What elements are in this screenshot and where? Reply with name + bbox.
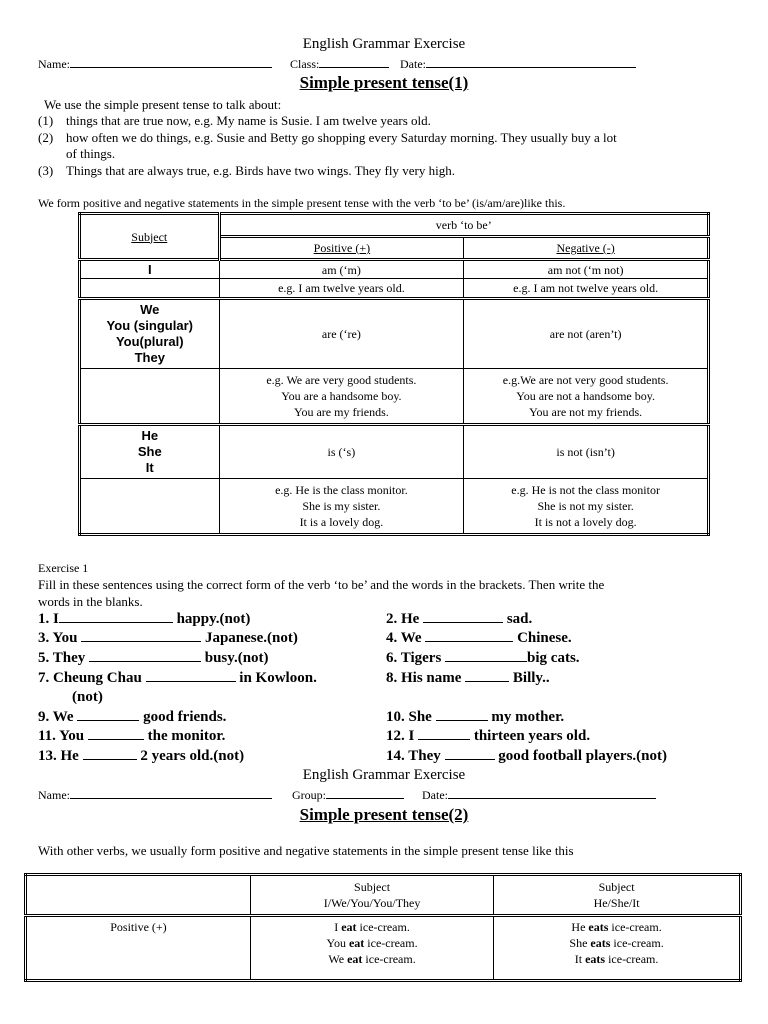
answer-blank[interactable]	[445, 650, 527, 662]
group-blank[interactable]	[326, 787, 404, 799]
answer-blank[interactable]	[146, 670, 236, 682]
subjects-he-she-it: He She It	[80, 425, 220, 479]
exercise-item-7-cont: (not)	[72, 689, 103, 705]
answer-blank[interactable]	[59, 611, 173, 623]
subject-i: I	[80, 260, 220, 279]
exercise-item-4: 4. We Chinese.	[386, 630, 572, 646]
subject-plural-header: Subject I/We/You/You/They	[250, 875, 493, 916]
negative-are: are not (aren’t)	[464, 299, 709, 369]
positive-examples-is: e.g. He is the class monitor. She is my sister. It is a lovely dog.	[219, 479, 464, 535]
class-line: Class:	[290, 56, 389, 72]
exercise-item-9: 9. We good friends.	[38, 709, 227, 725]
exercise-item-10: 10. She my mother.	[386, 709, 565, 725]
use-item-2-cont: of things.	[66, 146, 116, 161]
positive-example-i: e.g. I am twelve years old.	[219, 279, 464, 299]
subjects-we-you-they: We You (singular) You(plural) They	[80, 299, 220, 369]
name-blank-2[interactable]	[70, 787, 272, 799]
subject-singular-header: Subject He/She/It	[494, 875, 741, 916]
answer-blank[interactable]	[445, 748, 495, 760]
date-line: Date:	[400, 56, 636, 72]
answer-blank[interactable]	[83, 748, 137, 760]
exercise-instructions-1: Fill in these sentences using the correct form of the verb ‘to be’ and the words in the brackets. Then write the	[38, 577, 605, 592]
answer-blank[interactable]	[465, 670, 509, 682]
negative-header: Negative (-)	[464, 237, 709, 260]
exercise-item-7: 7. Cheung Chau in Kowloon.	[38, 670, 317, 686]
negative-examples-are: e.g.We are not very good students. You are not a handsome boy. You are not my friends.	[464, 369, 709, 425]
date-line-2: Date:	[422, 787, 656, 803]
intro-text: We use the simple present tense to talk about:	[44, 97, 282, 112]
exercise-title: Exercise 1	[38, 561, 89, 575]
name-blank[interactable]	[70, 56, 272, 68]
exercise-item-13: 13. He 2 years old.(not)	[38, 748, 245, 764]
group-line: Group:	[292, 787, 404, 803]
empty-cell	[80, 369, 220, 425]
negative-i: am not (‘m not)	[464, 260, 709, 279]
name-line: Name:	[38, 56, 272, 72]
positive-singular-examples: He eats ice-cream. She eats ice-cream. It eats ice-cream.	[494, 916, 741, 981]
class-blank[interactable]	[319, 56, 389, 68]
answer-blank[interactable]	[88, 728, 144, 740]
to-be-table	[78, 212, 710, 536]
verb-header: verb ‘to be’	[219, 214, 708, 237]
other-verbs-table	[24, 873, 742, 982]
worksheet-title-2: English Grammar Exercise	[302, 767, 466, 783]
positive-examples-are: e.g. We are very good students. You are a handsome boy. You are my friends.	[219, 369, 464, 425]
positive-are: are (‘re)	[219, 299, 464, 369]
empty-cell	[80, 279, 220, 299]
exercise-item-12: 12. I thirteen years old.	[386, 728, 591, 744]
name-line-2: Name:	[38, 787, 272, 803]
date-blank-2[interactable]	[448, 787, 656, 799]
exercise-item-11: 11. You the monitor.	[38, 728, 226, 744]
answer-blank[interactable]	[436, 709, 488, 721]
positive-i: am (‘m)	[219, 260, 464, 279]
positive-row-label: Positive (+)	[26, 916, 251, 981]
worksheet-title: English Grammar Exercise	[302, 36, 466, 52]
positive-plural-examples: I eat ice-cream. You eat ice-cream. We eat ice-cream.	[250, 916, 493, 981]
exercise-instructions-2: words in the blanks.	[38, 594, 143, 609]
heading-1: Simple present tense(1)	[299, 73, 469, 92]
use-item-2: (2) how often we do things, e.g. Susie and Betty go shopping every Saturday morning. They usually buy a lot	[38, 130, 617, 145]
exercise-item-5: 5. They busy.(not)	[38, 650, 269, 666]
answer-blank[interactable]	[423, 611, 503, 623]
answer-blank[interactable]	[425, 630, 513, 642]
positive-header: Positive (+)	[219, 237, 464, 260]
exercise-item-2: 2. He sad.	[386, 611, 533, 627]
use-item-3: (3) Things that are always true, e.g. Birds have two wings. They fly very high.	[38, 163, 455, 178]
exercise-item-1: 1. I happy.(not)	[38, 611, 251, 627]
negative-is: is not (isn’t)	[464, 425, 709, 479]
answer-blank[interactable]	[89, 650, 201, 662]
exercise-item-14: 14. They good football players.(not)	[386, 748, 667, 764]
exercise-item-6: 6. Tigers big cats.	[386, 650, 580, 666]
answer-blank[interactable]	[418, 728, 470, 740]
exercise-item-8: 8. His name Billy..	[386, 670, 550, 686]
statement-text: We form positive and negative statements in the simple present tense with the verb ‘to be’ (is/am/are)like this.	[38, 196, 566, 210]
subject-header: Subject	[80, 214, 220, 260]
empty-header-cell	[26, 875, 251, 916]
use-item-1: (1) things that are true now, e.g. My name is Susie. I am twelve years old.	[38, 113, 431, 128]
answer-blank[interactable]	[77, 709, 139, 721]
positive-is: is (‘s)	[219, 425, 464, 479]
negative-examples-is: e.g. He is not the class monitor She is not my sister. It is not a lovely dog.	[464, 479, 709, 535]
empty-cell	[80, 479, 220, 535]
answer-blank[interactable]	[81, 630, 201, 642]
negative-example-i: e.g. I am not twelve years old.	[464, 279, 709, 299]
heading-2: Simple present tense(2)	[299, 805, 469, 824]
intro-text-2: With other verbs, we usually form positive and negative statements in the simple present tense like this	[38, 843, 574, 858]
date-blank[interactable]	[426, 56, 636, 68]
exercise-item-3: 3. You Japanese.(not)	[38, 630, 298, 646]
